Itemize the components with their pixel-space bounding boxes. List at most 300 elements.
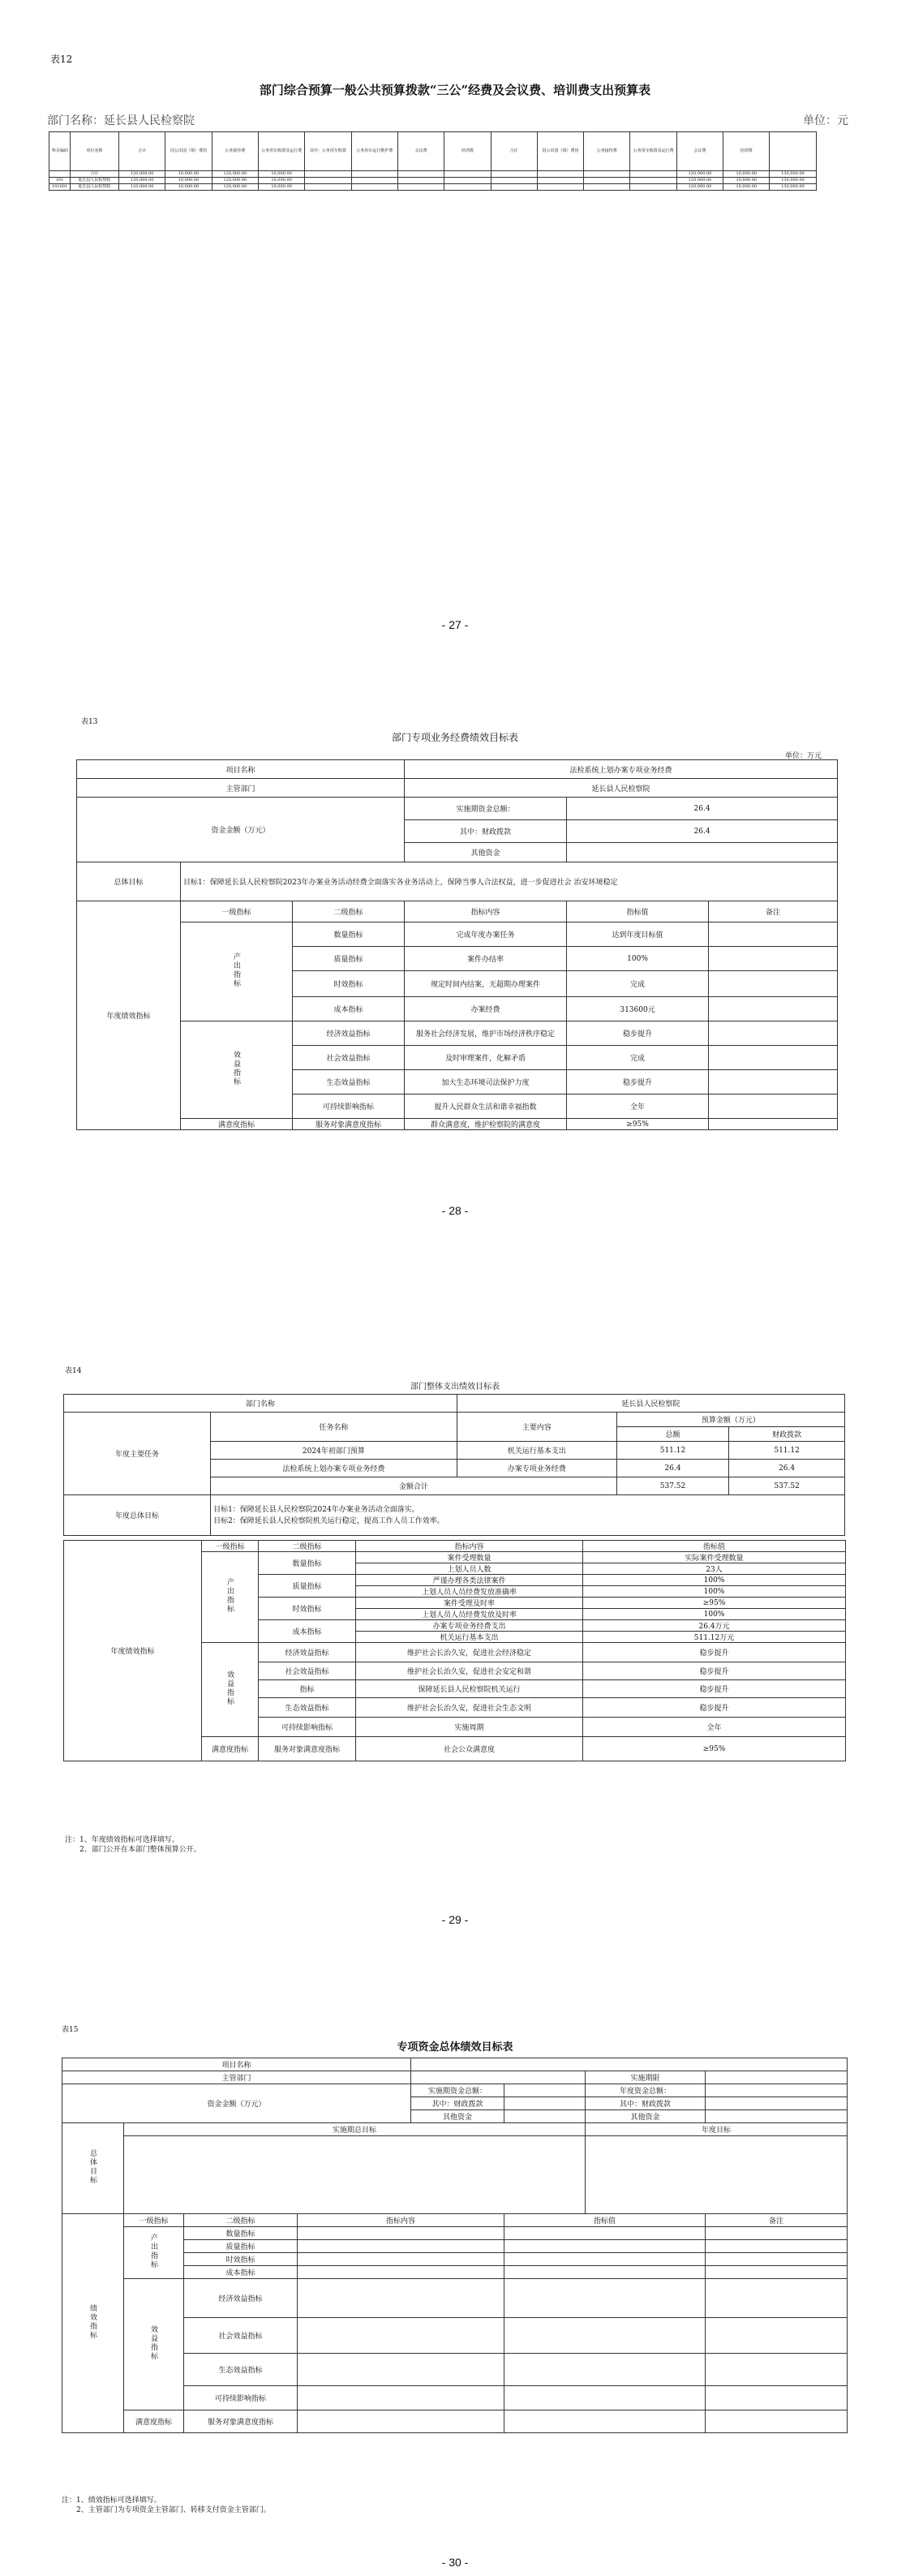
cell: 101 [49,178,71,184]
cell: 服务对象满意度指标 [184,2410,298,2433]
cell [504,2266,706,2279]
cell: 稳步提升 [583,1662,846,1680]
cell: 案件办结率 [405,947,567,971]
indicator-label: 年度绩效指标 [64,1541,202,1761]
cell: 130,000.00 [770,171,816,178]
cell [491,178,537,184]
cell [630,184,676,191]
page-title: 部门专项业务经费绩效目标表 [391,732,518,743]
cell [305,178,351,184]
col-header: 二级指标 [259,1541,356,1552]
header-cell: 培训费 [723,132,770,171]
cell: 120,000.00 [119,184,165,191]
dept-label: 主管部门 [77,779,405,798]
output-label-text: 产出指标 [225,1578,234,1614]
cell: 金额合计 [211,1477,617,1495]
header-cell: 合计 [119,132,165,171]
col-header: 二级指标 [184,2214,298,2227]
output-label [124,2227,184,2279]
cell [630,178,676,184]
table-note: 2、部门公开在本部门整体预算公开。 [79,1846,201,1854]
cell: 稳步提升 [567,1070,709,1094]
cell: 511.12万元 [583,1632,846,1643]
cell [584,171,630,178]
cell: 完成 [567,1046,709,1070]
output-label-text: 产出指标 [149,2234,157,2269]
cell [706,2410,848,2433]
cell [706,2253,848,2266]
cell: 130,000.00 [770,178,816,184]
funds-b-value [706,2084,848,2097]
cell: 办案专项业务经费 [457,1460,616,1477]
goal-b-label: 年度目标 [586,2123,848,2136]
cell: 100% [567,947,709,971]
cell: 100% [583,1609,846,1620]
cell: 稳步提升 [583,1680,846,1698]
cell [491,171,537,178]
cell [351,171,397,178]
output-label [181,922,293,1021]
funds-a-label: 其中：财政拨款 [411,2097,504,2110]
cell: 社会效益指标 [184,2318,298,2354]
dept-performance-table [63,1394,845,1536]
cell [709,971,838,997]
cell: 上划人员人数 [356,1563,583,1575]
cell [444,171,491,178]
cell: 案件受理及时率 [356,1598,583,1609]
goal-line: 目标2：保障延长县人民检察院机关运行稳定，提高工作人员工作效率。 [213,1516,444,1525]
cell [305,184,351,191]
cell [351,178,397,184]
cell: 120,000.00 [212,178,258,184]
cell: 10,000.00 [723,171,770,178]
cell: 10,000.00 [165,171,212,178]
header-cell: 单位名称 [71,132,119,171]
cell [444,178,491,184]
cell: 数量指标 [184,2227,298,2240]
funds-b-value [706,2097,848,2110]
page-title: 专项资金总体绩效目标表 [397,2041,513,2053]
cell [298,2318,504,2354]
cell: 满意度指标 [124,2410,184,2433]
cell: 满意度指标 [202,1737,259,1761]
goal-label: 年度总体目标 [64,1495,211,1536]
cell: 办案经费 [405,997,567,1021]
table-row [62,2227,848,2240]
unit-label: 单位：元 [803,114,848,127]
cell: 成本指标 [184,2266,298,2279]
cell [709,947,838,971]
cell: 完成 [567,971,709,997]
output-label [202,1552,259,1643]
cell: 质量指标 [184,2240,298,2253]
cell: 满意度指标 [181,1119,293,1130]
cell: 延长县人民检察院 [71,184,119,191]
cell [537,184,583,191]
cell: 成本指标 [259,1620,356,1643]
funds-a-label: 实施期资金总额： [411,2084,504,2097]
col-header: 一级指标 [124,2214,184,2227]
cell [298,2386,504,2410]
cell: 经济效益指标 [293,1021,405,1046]
col-header: 备注 [709,901,838,922]
col-header: 指标内容 [298,2214,504,2227]
col-header: 指标值 [567,901,709,922]
cell: 服务社会经济发展，维护市场经济秩序稳定 [405,1021,567,1046]
cell [709,1021,838,1046]
cell: 群众满意度，维护检察院的满意度 [405,1119,567,1130]
cell [706,2227,848,2240]
cell: 维护社会长治久安，促进社会生态文明 [356,1698,583,1718]
cell: 稳步提升 [583,1698,846,1718]
cell [706,2318,848,2354]
cell [504,2253,706,2266]
table-note: 注：1、年度绩效指标可选择填写。 [65,1836,179,1844]
performance-table [76,759,838,1130]
cell [504,2318,706,2354]
cell [584,178,630,184]
cell: 及时审理案件，化解矛盾 [405,1046,567,1070]
goal-label: 总体目标 [77,862,181,901]
cell: 质量指标 [293,947,405,971]
cell: 提升人民群众生活和谐幸福指数 [405,1094,567,1119]
cell: 100% [583,1575,846,1586]
cell: 完成年度办案任务 [405,922,567,947]
table-row [62,2410,848,2433]
col-header: 指标值 [583,1541,846,1552]
indicator-label-text: 绩效指标 [88,2304,97,2340]
goal-b-value [586,2136,848,2214]
period-label: 实施期限 [586,2071,706,2084]
cell [630,171,676,178]
project-name-label: 项目名称 [77,760,405,779]
funds-item-label: 实施期资金总额： [405,798,567,820]
goal-a-value [124,2136,586,2214]
header-cell: 合计 [491,132,537,171]
cell [584,184,630,191]
cell [305,171,351,178]
cell: 指标 [259,1680,356,1698]
cell [706,2279,848,2318]
table-row [49,178,863,184]
unit-label: 单位：万元 [785,752,822,760]
cell: 服务对象满意度指标 [293,1119,405,1130]
header-cell: 科目编码 [49,132,71,171]
funds-a-label: 其他资金 [411,2110,504,2123]
col-header: 指标内容 [405,901,567,922]
cell [298,2240,504,2253]
cell [706,2266,848,2279]
cell: 10,000.00 [165,178,212,184]
dept-name: 部门名称：延长县人民检察院 [47,114,195,127]
benefit-label-text: 效益指标 [225,1671,234,1706]
page-27 [0,0,910,641]
goal-text: 目标1：保障延长县人民检察院2023年办案业务活动经费全面落实各业务活动上，保障当事人合法权益，进一步促进社会 治安环境稳定 [181,862,838,901]
cell: 可持续影响指标 [259,1718,356,1737]
cell: 数量指标 [259,1552,356,1575]
header-cell: 公务用车运行维护费 [351,132,397,171]
cell: 537.52 [616,1477,728,1495]
table-row [62,2279,848,2318]
goal-text [211,1495,845,1536]
goal-label [62,2123,124,2214]
cell [709,1119,838,1130]
cell [491,184,537,191]
header-cell: 因公出国（境）费用 [537,132,583,171]
table-label: 表13 [81,718,98,726]
cell: 120,000.00 [676,171,723,178]
page-29 [0,1355,910,2004]
col-header: 指标值 [504,2214,706,2227]
project-name: 法检系统上划办案专项业务经费 [405,760,838,779]
col-header: 备注 [706,2214,848,2227]
cell: 案件受理数量 [356,1552,583,1563]
cell: 26.4 [616,1460,728,1477]
cell: 维护社会长治久安，促进社会经济稳定 [356,1643,583,1662]
cell: ≥95% [583,1737,846,1761]
cell: 服务对象满意度指标 [259,1737,356,1761]
cell: ≥95% [567,1119,709,1130]
col-header: 任务名称 [211,1413,457,1442]
cell: 120,000.00 [119,178,165,184]
cell: 机关运行基本支出 [457,1442,616,1460]
col-header: 财政拨款 [729,1427,845,1442]
cell: 规定时间内结案，无超期办理案件 [405,971,567,997]
cell: 生态效益指标 [184,2354,298,2386]
page-number: - 28 - [441,1204,469,1217]
funds-item-label: 其他资金 [405,843,567,862]
cell [537,178,583,184]
dept-name: 延长县人民检察院 [405,779,838,798]
cell [397,178,444,184]
cell [706,2354,848,2386]
cell [709,922,838,947]
cell: 10,000.00 [258,171,304,178]
cell [706,2240,848,2253]
cell: 313600元 [567,997,709,1021]
page-number: - 27 - [441,618,469,631]
cell: 10,000.00 [258,178,304,184]
page-title: 部门整体支出绩效目标表 [410,1383,500,1391]
cell [709,1094,838,1119]
funds-a-value [504,2110,586,2123]
cell: 100% [583,1586,846,1598]
header-cell: 其中：公务用车购置 [305,132,351,171]
cell [504,2410,706,2433]
cell: 办案专项业务经费支出 [356,1620,583,1632]
cell: 120,000.00 [676,178,723,184]
col-header: 指标内容 [356,1541,583,1552]
cell: 全年 [583,1718,846,1737]
benefit-label [181,1021,293,1119]
cell: 130,000.00 [770,184,816,191]
cell: 生态效益指标 [259,1698,356,1718]
benefit-label-text: 效益指标 [232,1051,240,1086]
cell: 社会效益指标 [259,1662,356,1680]
cell [709,1070,838,1094]
cell: ≥95% [583,1598,846,1609]
header-cell: 公务用车购置及运行费 [630,132,676,171]
table-note: 2、主管部门为专项资金主管部门、转移支付资金主管部门。 [76,2506,271,2514]
page-28 [0,706,910,1355]
cell [706,2386,848,2410]
page-title: 部门综合预算一般公共预算拨款“三公”经费及会议费、培训费支出预算表 [259,83,651,97]
table-note: 注：1、绩效指标可选择填写。 [62,2496,161,2505]
cell [397,184,444,191]
project-label: 项目名称 [62,2058,411,2071]
cell: 生态效益指标 [293,1070,405,1094]
cell: 稳步提升 [583,1643,846,1662]
cell: 120,000.00 [119,171,165,178]
table-row [49,171,863,178]
cell [709,997,838,1021]
cell [298,2279,504,2318]
cell: 经济效益指标 [259,1643,356,1662]
cell [298,2253,504,2266]
cell: 537.52 [729,1477,845,1495]
cell: 上划人员人员经费发放准确率 [356,1586,583,1598]
cell: 合计 [71,171,119,178]
cell: 23人 [583,1563,846,1575]
benefit-label [202,1643,259,1737]
cell: 10,000.00 [723,178,770,184]
funds-b-label: 其他资金 [586,2110,706,2123]
budget-table [49,131,863,191]
cell [351,184,397,191]
cell: 时效指标 [293,971,405,997]
col-header: 二级指标 [293,901,405,922]
cell: 严谨办理各类法律案件 [356,1575,583,1586]
goal-line: 目标1：保障延长县人民检察院2024年办案业务活动全面落实。 [213,1505,419,1514]
funds-a-value [504,2097,586,2110]
table-row [49,184,863,191]
funds-item-value [567,843,838,862]
cell: 法检系统上划办案专项业务经费 [211,1460,457,1477]
cell: 机关运行基本支出 [356,1632,583,1643]
cell: 延长县人民检察院 [71,178,119,184]
funds-item-value: 26.4 [567,820,838,843]
funds-label: 资金金额（万元） [62,2084,411,2123]
cell: 成本指标 [293,997,405,1021]
cell: 2024年初部门预算 [211,1442,457,1460]
funds-item-label: 其中：财政拨款 [405,820,567,843]
cell: 120,000.00 [212,171,258,178]
cell [397,171,444,178]
indicator-label: 年度绩效指标 [77,901,181,1130]
funds-a-value [504,2084,586,2097]
cell: 511.12 [729,1442,845,1460]
cell [444,184,491,191]
col-header: 总额 [616,1427,728,1442]
cell [709,1046,838,1070]
cell [504,2240,706,2253]
goal-a-label: 实施期总目标 [124,2123,586,2136]
cell [537,171,583,178]
dept-name: 延长县人民检察院 [457,1395,844,1413]
goal-label-text: 总体目标 [88,2149,97,2185]
output-label-text: 产出指标 [232,953,240,988]
header-cell [770,132,816,171]
cell [504,2386,706,2410]
period-value [706,2071,848,2084]
cell [298,2227,504,2240]
cell: 可持续影响指标 [293,1094,405,1119]
task-label: 年度主要任务 [64,1413,211,1495]
header-cell: 培训费 [444,132,491,171]
page-number: - 30 - [441,2556,469,2569]
cell: 稳步提升 [567,1021,709,1046]
dept-label: 主管部门 [62,2071,411,2084]
cell: 加大生态环境司法保护力度 [405,1070,567,1094]
cell: 实际案件受理数量 [583,1552,846,1563]
cell: 26.4 [729,1460,845,1477]
cell: 120,000.00 [212,184,258,191]
dept-label: 部门名称 [64,1395,457,1413]
cell: 质量指标 [259,1575,356,1598]
cell: 社会效益指标 [293,1046,405,1070]
cell [504,2279,706,2318]
cell: 社会公众满意度 [356,1737,583,1761]
page-number: - 29 - [441,1913,469,1926]
header-cell: 会议费 [676,132,723,171]
funds-b-label: 其中：财政拨款 [586,2097,706,2110]
header-cell: 因公出国（境）费用 [165,132,212,171]
benefit-label-text: 效益指标 [149,2325,157,2361]
table-label: 表14 [65,1367,82,1375]
table-label: 表15 [62,2026,79,2034]
col-header: 主要内容 [457,1413,616,1442]
cell: 实施周期 [356,1718,583,1737]
cell: 101001 [49,184,71,191]
cell [49,171,71,178]
cell: 达到年度目标值 [567,922,709,947]
table-row [77,1119,838,1130]
cell: 可持续影响指标 [184,2386,298,2410]
header-cell: 公务接待费 [584,132,630,171]
col-header: 预算金额（万元） [616,1413,844,1427]
funds-label: 资金金额（万元） [77,798,405,862]
dept-value [411,2071,586,2084]
benefit-label [124,2279,184,2410]
col-header: 一级指标 [202,1541,259,1552]
cell: 120,000.00 [676,184,723,191]
cell: 时效指标 [184,2253,298,2266]
header-cell: 公务用车购置及运行费 [258,132,304,171]
cell: 时效指标 [259,1598,356,1620]
funds-item-value: 26.4 [567,798,838,820]
header-cell: 会议费 [397,132,444,171]
indicator-label [62,2214,124,2433]
cell [298,2266,504,2279]
cell [504,2227,706,2240]
cell: 维护社会长治久安，促进社会安定和谐 [356,1662,583,1680]
table-row [77,1021,838,1046]
funds-b-label: 年度资金总额： [586,2084,706,2097]
cell: 保障延长县人民检察院机关运行 [356,1680,583,1698]
table-row [77,922,838,947]
cell: 经济效益指标 [184,2279,298,2318]
cell [504,2354,706,2386]
cell: 数量指标 [293,922,405,947]
cell: 26.4万元 [583,1620,846,1632]
cell [298,2354,504,2386]
funds-b-value [706,2110,848,2123]
page-30 [0,2004,910,2576]
cell: 上划人员人员经费发放及时率 [356,1609,583,1620]
cell: 10,000.00 [165,184,212,191]
col-header: 一级指标 [181,901,293,922]
table-label: 表12 [50,54,73,65]
